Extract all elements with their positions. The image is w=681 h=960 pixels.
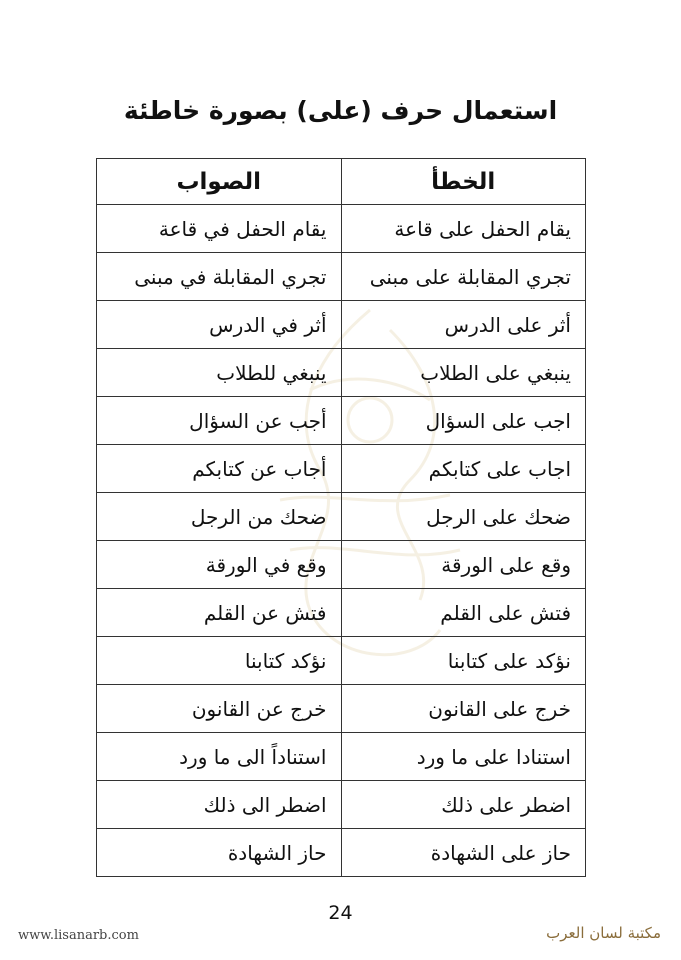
correct-usage-cell: تجري المقابلة في مبنى — [97, 253, 342, 301]
correct-usage-cell: أثر في الدرس — [97, 301, 342, 349]
wrong-usage-cell: استنادا على ما ورد — [341, 733, 586, 781]
correct-usage-cell: ينبغي للطلاب — [97, 349, 342, 397]
wrong-usage-cell: اجاب على كتابكم — [341, 445, 586, 493]
table-row — [97, 541, 586, 589]
header-correct: الصواب — [97, 159, 342, 205]
correction-table — [96, 158, 586, 877]
correct-usage-cell: نؤكد كتابنا — [97, 637, 342, 685]
correct-usage-cell: خرج عن القانون — [97, 685, 342, 733]
site-url: www.lisanarb.com — [18, 928, 139, 943]
table-header-row — [97, 159, 586, 205]
wrong-usage-cell: نؤكد على كتابنا — [341, 637, 586, 685]
page-number: 24 — [328, 902, 353, 924]
table-row — [97, 685, 586, 733]
correct-usage-cell: يقام الحفل في قاعة — [97, 205, 342, 253]
table-row — [97, 493, 586, 541]
correct-usage-cell: ضحك من الرجل — [97, 493, 342, 541]
wrong-usage-cell: ضحك على الرجل — [341, 493, 586, 541]
table-row — [97, 733, 586, 781]
header-wrong: الخطأ — [341, 159, 586, 205]
brand-logo-text: مكتبة لسان العرب — [546, 924, 661, 942]
table-row — [97, 589, 586, 637]
correct-usage-cell: فتش عن القلم — [97, 589, 342, 637]
wrong-usage-cell: أثر على الدرس — [341, 301, 586, 349]
table-row — [97, 781, 586, 829]
wrong-usage-cell: وقع على الورقة — [341, 541, 586, 589]
page-title: استعمال حرف (على) بصورة خاطئة — [123, 96, 558, 125]
table-row — [97, 253, 586, 301]
table-row — [97, 397, 586, 445]
wrong-usage-cell: خرج على القانون — [341, 685, 586, 733]
correct-usage-cell: وقع في الورقة — [97, 541, 342, 589]
correct-usage-cell: أجاب عن كتابكم — [97, 445, 342, 493]
correct-usage-cell: استناداً الى ما ورد — [97, 733, 342, 781]
correct-usage-cell: أجب عن السؤال — [97, 397, 342, 445]
table-row — [97, 205, 586, 253]
wrong-usage-cell: يقام الحفل على قاعة — [341, 205, 586, 253]
wrong-usage-cell: فتش على القلم — [341, 589, 586, 637]
table-row — [97, 445, 586, 493]
wrong-usage-cell: ينبغي على الطلاب — [341, 349, 586, 397]
table-row — [97, 349, 586, 397]
wrong-usage-cell: حاز على الشهادة — [341, 829, 586, 877]
wrong-usage-cell: تجري المقابلة على مبنى — [341, 253, 586, 301]
table-row — [97, 637, 586, 685]
table-row — [97, 829, 586, 877]
wrong-usage-cell: اضطر على ذلك — [341, 781, 586, 829]
table-row — [97, 301, 586, 349]
correct-usage-cell: حاز الشهادة — [97, 829, 342, 877]
correct-usage-cell: اضطر الى ذلك — [97, 781, 342, 829]
wrong-usage-cell: اجب على السؤال — [341, 397, 586, 445]
